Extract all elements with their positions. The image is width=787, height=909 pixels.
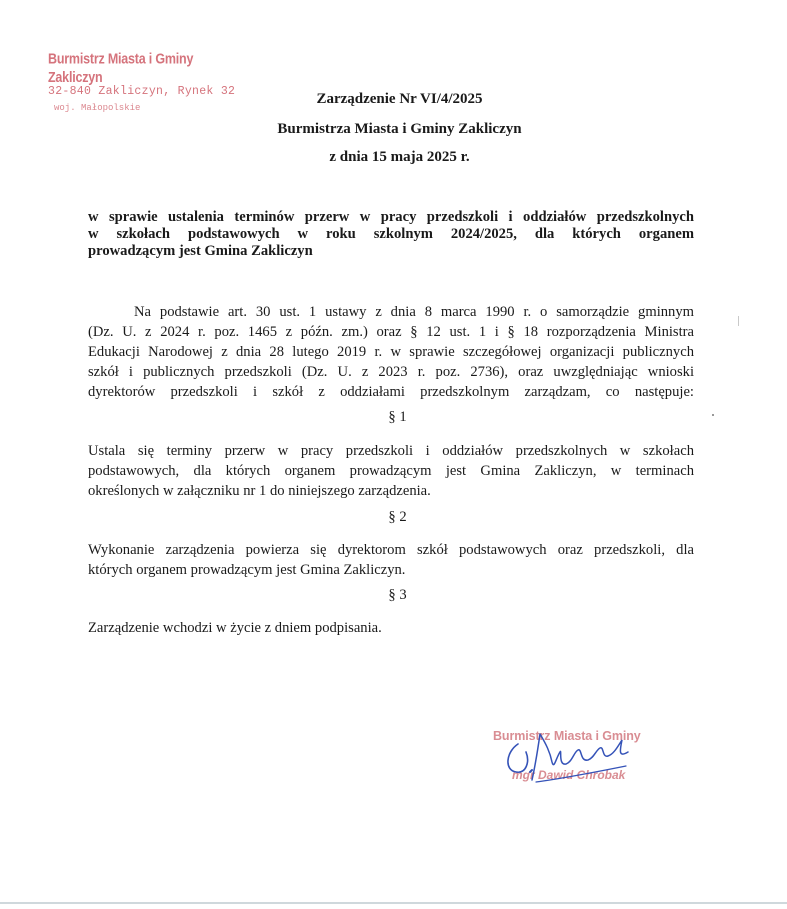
section-1-heading: § 1: [388, 409, 407, 425]
section-line: Wykonanie zarządzenia powierza się dyrektorom szkół podstawowych oraz przedszkoli, dla: [88, 542, 694, 558]
page-bottom-edge: [0, 902, 787, 904]
preamble-line: szkół i publicznych przedszkoli (Dz. U. z 2023 r. poz. 2736), oraz uwzględniając wnioski: [88, 364, 694, 380]
section-line: których organem prowadzącym jest Gmina Zakliczyn.: [88, 562, 406, 578]
signature-stamp-title: Burmistrz Miasta i Gminy: [493, 729, 641, 743]
document-date: z dnia 15 maja 2025 r.: [329, 149, 470, 165]
handwritten-signature: [496, 722, 646, 792]
document-subject: [88, 209, 694, 260]
section-3-text: [88, 618, 694, 638]
preamble-line: dyrektorów przedszkoli i szkół z oddziałami przedszkolnym zarządzam, co następuje:: [88, 384, 694, 400]
scan-mark: [738, 316, 739, 326]
section-1-text: [88, 441, 694, 501]
section-2-text: [88, 540, 694, 580]
preamble-line: Edukacji Narodowej z dnia 28 lutego 2019 r. w sprawie szczegółowej organizacji publicznych: [88, 344, 694, 360]
section-line: podstawowych, dla których organem prowadzącym jest Gmina Zakliczyn, w terminach: [88, 463, 694, 479]
subject-line: w sprawie ustalenia terminów przerw w pracy przedszkoli i oddziałów przedszkolnych: [88, 209, 694, 225]
document-issuer: Burmistrza Miasta i Gminy Zakliczyn: [277, 121, 522, 137]
subject-line: prowadzącym jest Gmina Zakliczyn: [88, 243, 313, 259]
stamp-line-office: Burmistrz Miasta i Gminy Zakliczyn: [48, 50, 194, 86]
preamble-line: Na podstawie art. 30 ust. 1 ustawy z dnia 8 marca 1990 r. o samorządzie gminnym: [134, 304, 694, 320]
preamble-line: (Dz. U. z 2024 r. poz. 1465 z późn. zm.) oraz § 12 ust. 1 i § 18 rozporządzenia Ministra: [88, 324, 694, 340]
preamble-paragraph: [88, 302, 694, 402]
section-line: określonych w załączniku nr 1 do niniejszego zarządzenia.: [88, 483, 431, 499]
document-title: Zarządzenie Nr VI/4/2025: [316, 91, 483, 107]
section-3-heading: § 3: [388, 587, 407, 603]
section-line: Zarządzenie wchodzi w życie z dniem podpisania.: [88, 620, 382, 636]
scan-speck: [712, 414, 714, 416]
section-line: Ustala się terminy przerw w pracy przedszkoli i oddziałów przedszkolnych w szkołach: [88, 443, 694, 459]
section-2-heading: § 2: [388, 509, 407, 525]
signature-stamp-name: mgr Dawid Chrobak: [512, 768, 626, 782]
subject-line: w szkołach podstawowych w roku szkolnym 2024/2025, dla których organem: [88, 226, 694, 242]
stamp-line-address: 32-840 Zakliczyn, Rynek 32: [48, 85, 236, 98]
stamp-line-region: woj. Małopolskie: [54, 103, 141, 113]
